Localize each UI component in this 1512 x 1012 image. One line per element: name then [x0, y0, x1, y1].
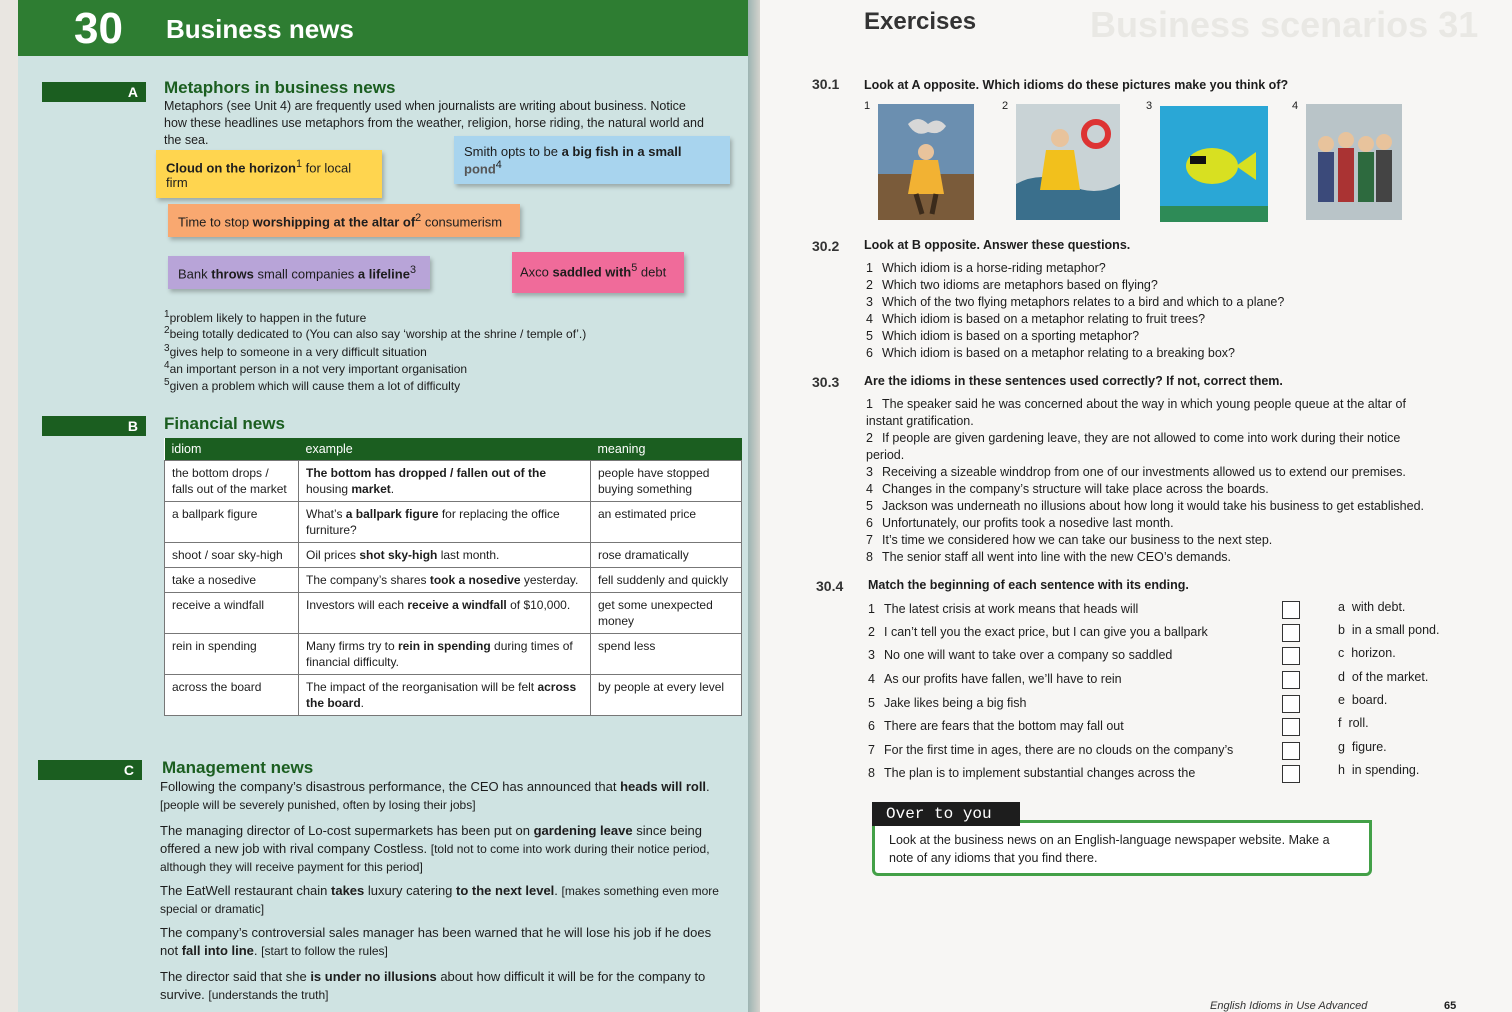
example-text: housing — [306, 482, 352, 496]
headline-bold: a lifeline — [357, 266, 410, 282]
exercise-instruction: Look at A opposite. Which idioms do these pictures make you think of? — [864, 78, 1289, 92]
headline-text: Axco — [520, 264, 553, 280]
match-text: No one will want to take over a company so saddled — [884, 648, 1173, 662]
exercises-title: Exercises — [864, 8, 977, 35]
question-item: 4 Changes in the company’s structure will take place across the boards. — [866, 482, 1269, 496]
table-row — [165, 461, 742, 502]
footnote-number: 2 — [164, 325, 170, 336]
cell-example — [299, 461, 591, 502]
question-item: 4 Which idiom is based on a metaphor relating to fruit trees? — [866, 312, 1206, 326]
picture-lifeline — [1016, 104, 1120, 220]
para-text: . — [554, 883, 562, 898]
match-beginning: 3 No one will want to take over a company so saddled — [868, 648, 1173, 662]
para-bold: gardening leave — [533, 823, 633, 838]
match-letter: b — [1338, 623, 1345, 637]
question-text: Which idiom is based on a metaphor relating to fruit trees? — [882, 312, 1206, 326]
question-text: Which two idioms are metaphors based on flying? — [882, 278, 1158, 292]
question-item: 7 It’s time we considered how we can take our business to the next step. — [866, 533, 1273, 547]
people-picture-icon — [1306, 104, 1402, 220]
question-text: It’s time we considered how we can take our business to the next step. — [882, 533, 1273, 547]
headline-big-fish — [454, 136, 730, 184]
headline-bold: worshipping at the altar of — [252, 214, 416, 230]
book-footer: English Idioms in Use Advanced — [1210, 1000, 1368, 1012]
headline-cloud — [156, 150, 382, 198]
cell-example — [299, 543, 591, 568]
headline-altar — [168, 204, 520, 237]
headline-saddled — [512, 252, 684, 293]
management-para-1 — [160, 778, 720, 814]
footnote-ref: 2 — [415, 212, 422, 224]
management-para-3 — [160, 882, 720, 918]
section-a-intro: Metaphors (see Unit 4) are frequently used when journalists are writing about business. Notice how these headlines use metaphors from the weather, religion, horse riding, the natural world and the sea. — [164, 99, 704, 147]
match-letter: e — [1338, 693, 1345, 707]
example-text: What’s — [306, 507, 346, 521]
question-item: 6 Which idiom is based on a metaphor relating to a breaking box? — [866, 346, 1235, 360]
headline-text: consumerism — [421, 214, 503, 230]
fish-picture-icon — [1160, 106, 1268, 222]
match-ending — [1338, 670, 1428, 684]
cell-idiom: the bottom drops / falls out of the market — [165, 461, 299, 502]
para-note: [start to follow the rules] — [261, 944, 388, 958]
cell-idiom: across the board — [165, 675, 299, 716]
cell-idiom: rein in spending — [165, 634, 299, 675]
example-bold: shot sky-high — [359, 548, 438, 562]
footnote-ref: 1 — [295, 158, 303, 170]
section-b-tab: B — [42, 416, 146, 436]
footnote-number: 1 — [164, 309, 170, 320]
question-text: The speaker said he was concerned about the way in which young people queue at the altar of instant gratification. — [866, 397, 1406, 428]
question-item: 5 Jackson was underneath no illusions about how long it would take his business to get established. — [866, 499, 1425, 513]
right-page — [760, 0, 1512, 1012]
question-item: 1 The speaker said he was concerned about the way in which young people queue at the altar of instant gratification. — [866, 397, 1406, 428]
answer-checkbox[interactable] — [1282, 765, 1300, 783]
example-text: yesterday. — [520, 573, 579, 587]
section-a-heading: Metaphors in business news — [164, 78, 396, 97]
answer-checkbox[interactable] — [1282, 624, 1300, 642]
example-bold: rein in spending — [398, 639, 491, 653]
footnote-number: 4 — [164, 360, 170, 371]
match-text: Jake likes being a big fish — [884, 696, 1027, 710]
match-ending — [1338, 646, 1396, 660]
question-text: Which idiom is a horse-riding metaphor? — [882, 261, 1106, 275]
headline-bold: Cloud on the horizon — [166, 160, 296, 176]
table-row — [165, 543, 742, 568]
question-text: Jackson was underneath no illusions about how long it would take his business to get established. — [882, 499, 1425, 513]
section-a-tab: A — [42, 82, 146, 102]
para-text: The EatWell restaurant chain — [160, 883, 332, 898]
para-text: The managing director of Lo-cost supermarkets has been put on — [160, 823, 534, 838]
exercise-instruction: Are the idioms in these sentences used correctly? If not, correct them. — [864, 374, 1283, 388]
left-page — [18, 0, 756, 1012]
match-text: The plan is to implement substantial changes across the — [884, 766, 1196, 780]
headline-text: debt — [637, 264, 667, 280]
picture-label: 4 — [1292, 100, 1299, 112]
match-letter: g — [1338, 740, 1345, 754]
footnote-ref: 5 — [631, 262, 638, 274]
match-letter: h — [1338, 763, 1345, 777]
headline-bold: saddled with — [552, 264, 632, 280]
match-beginning: 1 The latest crisis at work means that heads will — [868, 602, 1139, 616]
match-text: roll. — [1348, 716, 1369, 730]
question-text: Which of the two flying metaphors relates to a bird and which to a plane? — [882, 295, 1285, 309]
table-header-row — [165, 438, 742, 461]
match-ending — [1338, 716, 1369, 730]
match-text: The latest crisis at work means that heads will — [884, 602, 1139, 616]
match-beginning: 6 There are fears that the bottom may fall out — [868, 719, 1124, 733]
question-item: 6 Unfortunately, our profits took a nosedive last month. — [866, 516, 1174, 530]
question-item: 3 Receiving a sizeable winddrop from one of our investments allowed us to extend our premises. — [866, 465, 1406, 479]
cell-example — [299, 502, 591, 543]
question-item: 3 Which of the two flying metaphors relates to a bird and which to a plane? — [866, 295, 1285, 309]
footnote-text: given a problem which will cause them a lot of difficulty — [169, 379, 461, 393]
example-text: Many firms try to — [306, 639, 399, 653]
match-text: There are fears that the bottom may fall out — [884, 719, 1124, 733]
example-text: The impact of the reorganisation will be felt — [306, 680, 538, 694]
match-text: horizon. — [1351, 646, 1396, 660]
headline-lifeline — [168, 256, 430, 289]
col-idiom: idiom — [165, 438, 299, 461]
table-row — [165, 593, 742, 634]
cell-meaning: by people at every level — [591, 675, 742, 716]
headline-bold: a big fish in a small — [561, 144, 682, 159]
answer-checkbox[interactable] — [1282, 671, 1300, 689]
cell-idiom: shoot / soar sky-high — [165, 543, 299, 568]
exercise-number: 30.3 — [812, 374, 840, 390]
cell-meaning: people have stopped buying something — [591, 461, 742, 502]
over-to-you-box: Look at the business news on an English-language newspaper website. Make a note of any idioms that you find there. — [872, 820, 1372, 876]
picture-label: 1 — [864, 100, 871, 112]
table-row — [165, 568, 742, 593]
answer-checkbox[interactable] — [1282, 695, 1300, 713]
para-bold: is under no illusions — [310, 969, 437, 984]
table-row — [165, 502, 742, 543]
match-text: As our profits have fallen, we’ll have to rein — [884, 672, 1122, 686]
match-text: board. — [1351, 693, 1388, 707]
footnote-text: being totally dedicated to (You can also say ‘worship at the shrine / temple of’.) — [169, 327, 587, 341]
para-text: luxury catering — [364, 883, 457, 898]
lifebuoy-picture-icon — [1016, 104, 1120, 220]
cell-example — [299, 568, 591, 593]
match-beginning: 8 The plan is to implement substantial changes across the — [868, 766, 1196, 780]
example-text: for replacing the office furniture? — [306, 507, 560, 537]
para-text: since being offered a new job with rival company Costless. — [160, 823, 702, 856]
headline-text: Bank — [178, 266, 212, 282]
picture-cloud-horizon — [878, 104, 974, 220]
example-text: . — [390, 482, 395, 496]
headline-text: small companies — [253, 266, 358, 282]
cell-example — [299, 634, 591, 675]
para-text: The director said that she — [160, 969, 311, 984]
cell-meaning: spend less — [591, 634, 742, 675]
para-bold: takes — [331, 883, 365, 898]
picture-label: 2 — [1002, 100, 1009, 112]
footnote-text: an important person in a not very important organisation — [169, 362, 468, 376]
table-row — [165, 634, 742, 675]
exercise-number: 30.2 — [812, 238, 840, 254]
para-bold: fall into line — [181, 943, 254, 958]
example-text: The company’s shares — [306, 573, 430, 587]
footnote-5 — [164, 374, 460, 395]
exercise-instruction: Match the beginning of each sentence with its ending. — [868, 578, 1189, 592]
headline-text: for local firm — [166, 160, 352, 191]
footnote-text: gives help to someone in a very difficult situation — [169, 345, 427, 359]
exercise-number: 30.1 — [812, 76, 840, 92]
unit-number: 30 — [74, 4, 123, 53]
match-ending — [1338, 623, 1439, 637]
question-text: Changes in the company’s structure will take place across the boards. — [882, 482, 1269, 496]
match-beginning: 7 For the first time in ages, there are no clouds on the company’s — [868, 743, 1234, 757]
financial-news-table — [164, 438, 742, 716]
example-bold: took a nosedive — [429, 573, 521, 587]
para-text: . — [706, 779, 710, 794]
ghost-next-unit — [1090, 4, 1478, 46]
example-bold: a ballpark figure — [345, 507, 439, 521]
headline-bold: pond — [464, 161, 496, 177]
para-text: about how difficult it will be for the company to survive. — [160, 969, 706, 1002]
match-ending — [1338, 740, 1387, 754]
cell-example — [299, 675, 591, 716]
match-ending — [1338, 693, 1387, 707]
table-row — [165, 675, 742, 716]
question-item: 1 Which idiom is a horse-riding metaphor? — [866, 261, 1106, 275]
cell-meaning: get some unexpected money — [591, 593, 742, 634]
para-text: The company’s controversial sales manager has been warned that he will lose his job if he does not — [160, 925, 712, 958]
para-note: [makes something even more special or dramatic] — [160, 884, 719, 916]
footnote-number: 3 — [164, 343, 170, 354]
example-bold: receive a windfall — [407, 598, 507, 612]
col-example: example — [299, 438, 591, 461]
footnote-ref: 3 — [409, 264, 416, 276]
question-item: 2 Which two idioms are metaphors based on flying? — [866, 278, 1158, 292]
example-text: . — [360, 696, 365, 710]
para-bold: to the next level — [456, 883, 555, 898]
example-text: of $10,000. — [506, 598, 571, 612]
cell-meaning: fell suddenly and quickly — [591, 568, 742, 593]
question-item: 2 If people are given gardening leave, they are not allowed to come into work during their notice period. — [866, 431, 1401, 462]
cell-idiom: take a nosedive — [165, 568, 299, 593]
question-text: Unfortunately, our profits took a nosedive last month. — [882, 516, 1174, 530]
example-text: Investors will each — [306, 598, 408, 612]
footnote-text: problem likely to happen in the future — [169, 311, 367, 325]
section-b-heading: Financial news — [164, 414, 285, 433]
question-text: Which idiom is based on a metaphor relating to a breaking box? — [882, 346, 1235, 360]
match-beginning: 4 As our profits have fallen, we’ll have to rein — [868, 672, 1122, 686]
answer-checkbox[interactable] — [1282, 647, 1300, 665]
para-note: [told not to come into work during their notice period, although they will receive payment for this period] — [160, 842, 710, 874]
unit-title: Business news — [166, 14, 354, 44]
cell-idiom: a ballpark figure — [165, 502, 299, 543]
match-text: with debt. — [1351, 600, 1406, 614]
para-bold: heads will roll — [620, 779, 707, 794]
headline-text: Time to stop — [178, 214, 253, 230]
match-text: in a small pond. — [1351, 623, 1440, 637]
headline-text: Smith opts to be — [464, 144, 562, 159]
match-beginning: 2 I can’t tell you the exact price, but I can give you a ballpark — [868, 625, 1208, 639]
answer-checkbox[interactable] — [1282, 601, 1300, 619]
question-item: 5 Which idiom is based on a sporting metaphor? — [866, 329, 1140, 343]
match-letter: a — [1338, 600, 1345, 614]
example-bold: across the board — [306, 680, 577, 710]
match-letter: d — [1338, 670, 1345, 684]
section-c-tab: C — [38, 760, 142, 780]
match-beginning: 5 Jake likes being a big fish — [868, 696, 1027, 710]
cell-meaning: rose dramatically — [591, 543, 742, 568]
match-letter: c — [1338, 646, 1345, 660]
section-c-heading: Management news — [162, 758, 314, 777]
question-text: If people are given gardening leave, they are not allowed to come into work during their notice period. — [866, 431, 1401, 462]
example-text: during times of financial difficulty. — [306, 639, 573, 669]
answer-checkbox[interactable] — [1282, 742, 1300, 760]
para-note: [understands the truth] — [208, 988, 329, 1002]
exercise-number: 30.4 — [816, 578, 844, 594]
example-bold: market — [351, 482, 391, 496]
cell-idiom: receive a windfall — [165, 593, 299, 634]
match-text: I can’t tell you the exact price, but I can give you a ballpark — [884, 625, 1208, 639]
para-text: Following the company’s disastrous performance, the CEO has announced that — [160, 779, 621, 794]
example-bold: The bottom has dropped / fallen out of the — [306, 466, 546, 480]
match-letter: f — [1338, 716, 1342, 730]
col-meaning: meaning — [591, 438, 742, 461]
management-para-2 — [160, 822, 720, 876]
page-number: 65 — [1444, 1000, 1457, 1012]
headline-bold: throws — [211, 266, 254, 282]
match-text: figure. — [1351, 740, 1387, 754]
picture-label: 3 — [1146, 100, 1153, 112]
answer-checkbox[interactable] — [1282, 718, 1300, 736]
ghost-title: Business scenarios — [1090, 4, 1429, 45]
question-text: The senior staff all went into line with the new CEO’s demands. — [882, 550, 1232, 564]
picture-big-fish — [1160, 106, 1268, 222]
example-text: Oil prices — [306, 548, 360, 562]
cell-example — [299, 593, 591, 634]
match-ending — [1338, 763, 1419, 777]
question-text: Which idiom is based on a sporting metaphor? — [882, 329, 1140, 343]
match-text: of the market. — [1351, 670, 1429, 684]
footnote-number: 5 — [164, 377, 170, 388]
over-to-you-title: Over to you — [872, 802, 1020, 826]
question-item: 8 The senior staff all went into line with the new CEO’s demands. — [866, 550, 1232, 564]
exercise-instruction: Look at B opposite. Answer these questions. — [864, 238, 1131, 252]
management-para-5 — [160, 968, 720, 1004]
ghost-unit-number: 31 — [1438, 4, 1479, 45]
question-text: Receiving a sizeable winddrop from one of our investments allowed us to extend our premises. — [882, 465, 1406, 479]
example-text: last month. — [437, 548, 500, 562]
para-note: [people will be severely punished, often by losing their jobs] — [160, 798, 476, 812]
storm-picture-icon — [878, 104, 974, 220]
picture-heads-roll — [1306, 104, 1402, 220]
match-text: in spending. — [1351, 763, 1420, 777]
footnote-ref: 4 — [495, 159, 502, 171]
management-para-4 — [160, 924, 720, 960]
match-ending — [1338, 600, 1405, 614]
para-text: . — [253, 943, 262, 958]
cell-meaning: an estimated price — [591, 502, 742, 543]
unit-banner — [18, 0, 756, 56]
match-text: For the first time in ages, there are no clouds on the company’s — [884, 743, 1234, 757]
